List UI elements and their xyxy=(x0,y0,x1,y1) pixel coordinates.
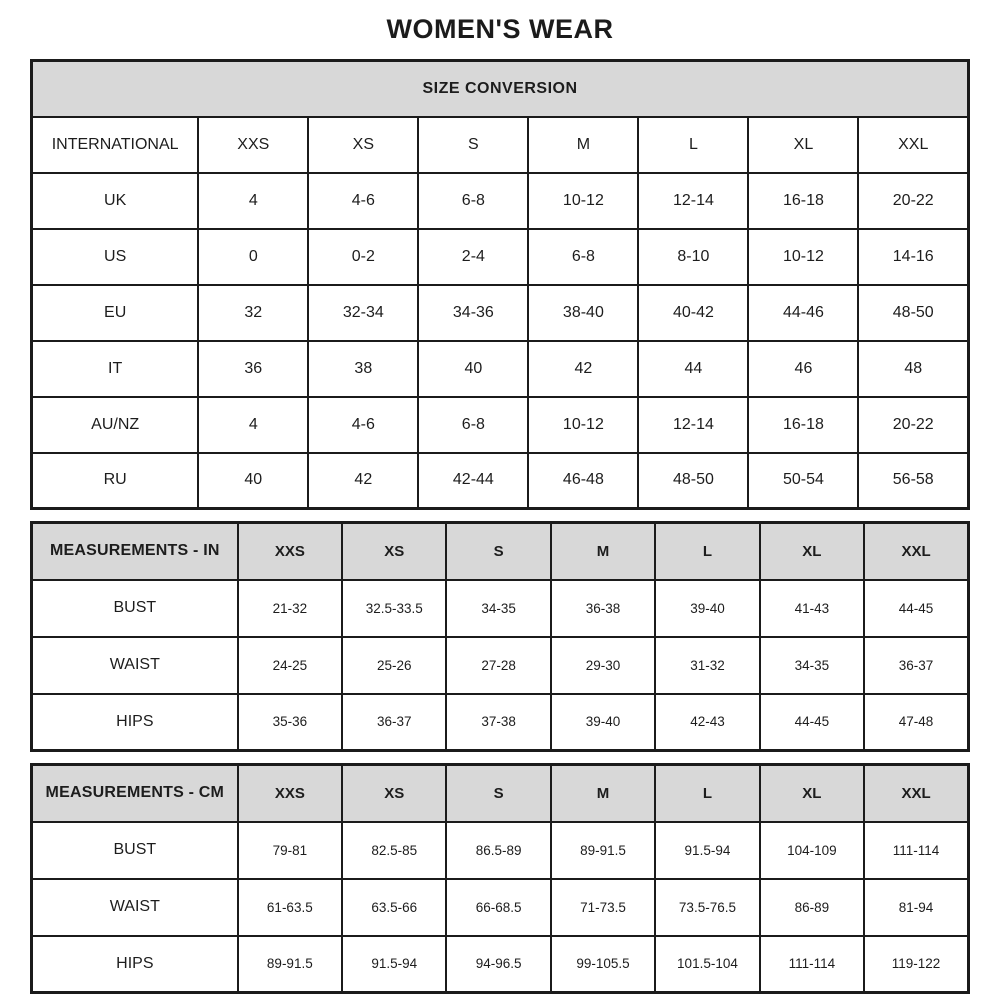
table-cell: 40 xyxy=(418,341,528,397)
table-row xyxy=(32,285,969,341)
table-cell: 31-32 xyxy=(655,637,759,694)
table-cell: 42-43 xyxy=(655,694,759,751)
row-label: IT xyxy=(32,341,199,397)
header-row xyxy=(32,117,969,173)
table-row xyxy=(32,341,969,397)
table-cell: 29-30 xyxy=(551,637,655,694)
table-cell: 35-36 xyxy=(238,694,342,751)
column-header: M xyxy=(551,523,655,580)
table-cell: 8-10 xyxy=(638,229,748,285)
table-cell: 79-81 xyxy=(238,822,342,879)
table-cell: 20-22 xyxy=(858,397,968,453)
column-header: M xyxy=(528,117,638,173)
table-cell: 46 xyxy=(748,341,858,397)
table-cell: 32 xyxy=(198,285,308,341)
column-header: XS xyxy=(342,765,446,822)
table-cell: 50-54 xyxy=(748,453,858,509)
table-cell: 42 xyxy=(308,453,418,509)
table-cell: 89-91.5 xyxy=(238,936,342,993)
table-row xyxy=(32,694,969,751)
column-header: XL xyxy=(760,523,864,580)
row-label: BUST xyxy=(32,822,238,879)
table-cell: 42 xyxy=(528,341,638,397)
table-cell: 24-25 xyxy=(238,637,342,694)
table-cell: 42-44 xyxy=(418,453,528,509)
table-title: MEASUREMENTS - CM xyxy=(32,765,238,822)
table-row xyxy=(32,453,969,509)
table-cell: 86.5-89 xyxy=(446,822,550,879)
table-row xyxy=(32,397,969,453)
table-title: SIZE CONVERSION xyxy=(32,61,969,117)
row-label: HIPS xyxy=(32,936,238,993)
table-cell: 34-36 xyxy=(418,285,528,341)
table-cell: 4-6 xyxy=(308,397,418,453)
column-header: S xyxy=(446,523,550,580)
table-title-row xyxy=(32,61,969,117)
table-cell: 10-12 xyxy=(528,173,638,229)
column-header: L xyxy=(655,765,759,822)
column-header: S xyxy=(446,765,550,822)
table-cell: 6-8 xyxy=(528,229,638,285)
table-cell: 46-48 xyxy=(528,453,638,509)
size-conversion-table xyxy=(30,59,970,510)
table-cell: 39-40 xyxy=(655,580,759,637)
table-cell: 32.5-33.5 xyxy=(342,580,446,637)
table-cell: 40 xyxy=(198,453,308,509)
table-cell: 32-34 xyxy=(308,285,418,341)
column-header: INTERNATIONAL xyxy=(32,117,199,173)
table-cell: 94-96.5 xyxy=(446,936,550,993)
row-label: RU xyxy=(32,453,199,509)
table-cell: 81-94 xyxy=(864,879,968,936)
table-cell: 25-26 xyxy=(342,637,446,694)
table-cell: 91.5-94 xyxy=(342,936,446,993)
table-cell: 63.5-66 xyxy=(342,879,446,936)
table-cell: 44-45 xyxy=(760,694,864,751)
table-cell: 21-32 xyxy=(238,580,342,637)
column-header: XL xyxy=(748,117,858,173)
column-header: XXL xyxy=(864,523,968,580)
table-cell: 73.5-76.5 xyxy=(655,879,759,936)
column-header: XXS xyxy=(238,765,342,822)
table-title: MEASUREMENTS - IN xyxy=(32,523,238,580)
table-cell: 44 xyxy=(638,341,748,397)
column-header: XS xyxy=(342,523,446,580)
table-row xyxy=(32,879,969,936)
table-cell: 41-43 xyxy=(760,580,864,637)
table-cell: 111-114 xyxy=(760,936,864,993)
column-header: XXL xyxy=(864,765,968,822)
table-cell: 34-35 xyxy=(446,580,550,637)
row-label: US xyxy=(32,229,199,285)
table-cell: 36 xyxy=(198,341,308,397)
table-cell: 10-12 xyxy=(748,229,858,285)
table-cell: 38-40 xyxy=(528,285,638,341)
table-cell: 48-50 xyxy=(858,285,968,341)
column-header: S xyxy=(418,117,528,173)
header-row xyxy=(32,523,969,580)
table-cell: 4 xyxy=(198,397,308,453)
table-cell: 91.5-94 xyxy=(655,822,759,879)
measurements-cm-table xyxy=(30,763,970,994)
column-header: XXS xyxy=(238,523,342,580)
column-header: XS xyxy=(308,117,418,173)
table-cell: 48 xyxy=(858,341,968,397)
column-header: XL xyxy=(760,765,864,822)
page-title: WOMEN'S WEAR xyxy=(386,14,614,44)
table-cell: 6-8 xyxy=(418,173,528,229)
table-cell: 44-46 xyxy=(748,285,858,341)
column-header: L xyxy=(638,117,748,173)
table-cell: 16-18 xyxy=(748,397,858,453)
row-label: BUST xyxy=(32,580,238,637)
row-label: UK xyxy=(32,173,199,229)
table-cell: 4-6 xyxy=(308,173,418,229)
table-cell: 36-38 xyxy=(551,580,655,637)
table-cell: 47-48 xyxy=(864,694,968,751)
table-cell: 40-42 xyxy=(638,285,748,341)
row-label: WAIST xyxy=(32,637,238,694)
page xyxy=(30,0,970,994)
table-cell: 10-12 xyxy=(528,397,638,453)
table-row xyxy=(32,173,969,229)
table-cell: 66-68.5 xyxy=(446,879,550,936)
row-label: WAIST xyxy=(32,879,238,936)
header-row xyxy=(32,765,969,822)
table-cell: 27-28 xyxy=(446,637,550,694)
table-cell: 34-35 xyxy=(760,637,864,694)
table-cell: 14-16 xyxy=(858,229,968,285)
table-cell: 36-37 xyxy=(864,637,968,694)
table-cell: 4 xyxy=(198,173,308,229)
table-cell: 71-73.5 xyxy=(551,879,655,936)
table-row xyxy=(32,936,969,993)
row-label: EU xyxy=(32,285,199,341)
table-cell: 104-109 xyxy=(760,822,864,879)
table-cell: 119-122 xyxy=(864,936,968,993)
table-cell: 48-50 xyxy=(638,453,748,509)
table-cell: 16-18 xyxy=(748,173,858,229)
row-label: HIPS xyxy=(32,694,238,751)
table-cell: 111-114 xyxy=(864,822,968,879)
table-cell: 61-63.5 xyxy=(238,879,342,936)
table-row xyxy=(32,580,969,637)
table-cell: 6-8 xyxy=(418,397,528,453)
table-cell: 37-38 xyxy=(446,694,550,751)
table-cell: 44-45 xyxy=(864,580,968,637)
table-cell: 2-4 xyxy=(418,229,528,285)
table-cell: 0-2 xyxy=(308,229,418,285)
table-cell: 86-89 xyxy=(760,879,864,936)
table-cell: 89-91.5 xyxy=(551,822,655,879)
table-cell: 12-14 xyxy=(638,397,748,453)
column-header: L xyxy=(655,523,759,580)
table-cell: 20-22 xyxy=(858,173,968,229)
table-row xyxy=(32,229,969,285)
table-cell: 39-40 xyxy=(551,694,655,751)
column-header: M xyxy=(551,765,655,822)
table-cell: 36-37 xyxy=(342,694,446,751)
column-header: XXL xyxy=(858,117,968,173)
table-cell: 12-14 xyxy=(638,173,748,229)
table-cell: 56-58 xyxy=(858,453,968,509)
table-row xyxy=(32,822,969,879)
table-row xyxy=(32,637,969,694)
table-cell: 0 xyxy=(198,229,308,285)
table-cell: 99-105.5 xyxy=(551,936,655,993)
table-cell: 38 xyxy=(308,341,418,397)
table-cell: 101.5-104 xyxy=(655,936,759,993)
row-label: AU/NZ xyxy=(32,397,199,453)
column-header: XXS xyxy=(198,117,308,173)
measurements-in-table xyxy=(30,521,970,752)
table-cell: 82.5-85 xyxy=(342,822,446,879)
